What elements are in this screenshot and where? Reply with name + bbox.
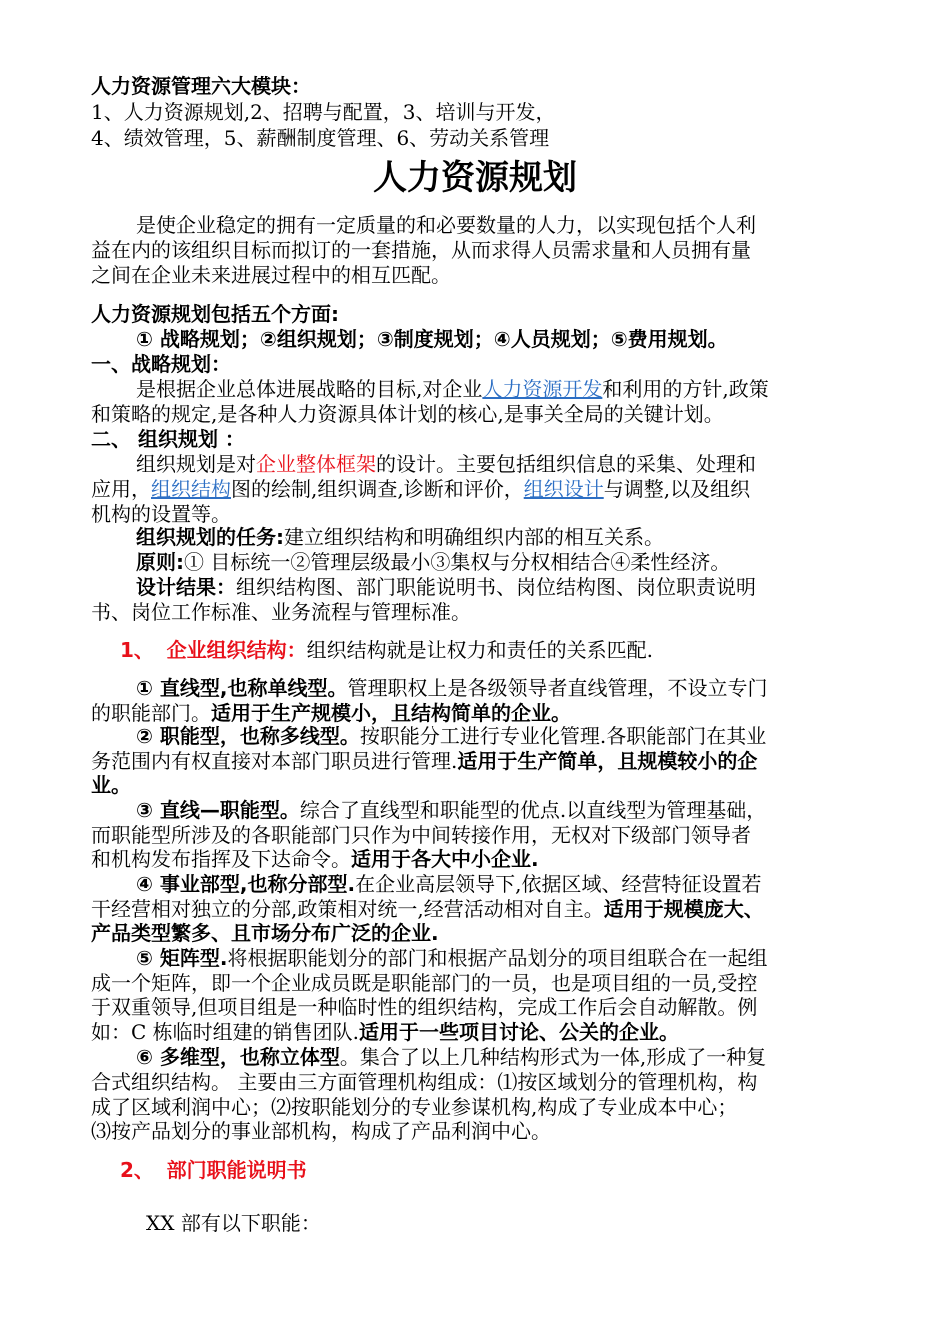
strategy-text-a: 是根据企业总体进展战略的目标,对企业	[136, 377, 483, 401]
dept-heading-number: 2、	[120, 1158, 154, 1182]
type2-text: 按职能分工进行专业化管理.各职能部门在其业	[359, 724, 767, 748]
hr-development-link[interactable]: 人力资源开发	[482, 377, 603, 401]
type4-label: ④ 事业部型,也称分部型.	[136, 872, 356, 896]
definition-line-3: 之间在企业未来进展过程中的相互匹配。	[91, 263, 451, 287]
dept-heading: 部门职能说明书	[166, 1158, 307, 1182]
type5-line-1	[136, 945, 768, 971]
type3-applicability: 适用于各大中小企业.	[351, 847, 539, 871]
type4-line-3: 产品类型繁多、且市场分布广泛的企业.	[91, 921, 439, 945]
org-structure-link[interactable]: 组织结构	[151, 477, 231, 501]
type2-applicability: 适用于生产简单，且规模较小的企	[457, 749, 758, 773]
type5-applicability: 适用于一些项目讨论、公关的企业。	[359, 1020, 680, 1044]
type2-line-1	[136, 723, 766, 749]
org-design-line-2: 书、岗位工作标准、业务流程与管理标准。	[91, 600, 471, 624]
type4-line-2	[91, 896, 764, 922]
org-principle-line	[136, 549, 730, 575]
structure-heading-line	[120, 637, 653, 663]
type2-label: ② 职能型，也称多线型。	[136, 724, 360, 748]
org-task-line	[136, 524, 664, 550]
org-principle-text: ① 目标统一②管理层级最小③集权与分权相结合④柔性经济。	[184, 550, 731, 574]
org-task-text: 建立组织结构和明确组织内部的相互关系。	[284, 525, 664, 549]
org-text-c: 应用，	[91, 477, 151, 501]
type6-line-1	[136, 1044, 766, 1070]
org-design-label: 设计结果：	[136, 575, 236, 599]
five-aspects-list: ① 战略规划；②组织规划；③制度规划；④人员规划；⑤费用规划。	[136, 327, 728, 351]
org-design-text: 组织结构图、部门职能说明书、岗位结构图、岗位职责说明	[236, 575, 756, 599]
structure-heading-number: 1、	[120, 638, 154, 662]
dept-heading-line	[120, 1157, 307, 1183]
type5-line-3: 于双重领导,但项目组是一种临时性的组织结构，完成工作后会自动解散。例	[91, 995, 758, 1019]
type4-text: 在企业高层领导下,依据区域、经营特征设置若	[355, 872, 762, 896]
type3-text: 综合了直线型和职能型的优点.以直线型为管理基础，	[299, 798, 767, 822]
org-line-3: 机构的设置等。	[91, 502, 231, 526]
enterprise-framework-highlight: 企业整体框架	[256, 452, 376, 476]
org-text-e: 与调整,以及组织	[603, 477, 751, 501]
type6-line-3: 成了区域利润中心；⑵按职能划分的专业参谋机构,构成了专业成本中心；	[91, 1095, 738, 1119]
strategy-text-b: 和利用的方针,政策	[602, 377, 769, 401]
dept-functions-line: XX 部有以下职能：	[146, 1211, 321, 1235]
org-text-b: 的设计。主要包括组织信息的采集、处理和	[376, 452, 756, 476]
type5-label: ⑤ 矩阵型.	[136, 946, 228, 970]
org-line-1	[136, 451, 756, 477]
org-planning-heading: 二、 组织规划 ：	[91, 427, 245, 451]
type5-text-b: 如：C 栋临时组建的销售团队.	[91, 1020, 360, 1044]
type3-line-3	[91, 846, 539, 872]
definition-line-1: 是使企业稳定的拥有一定质量的和必要数量的人力，以实现包括个人利	[136, 213, 756, 237]
type2-line-2	[91, 748, 757, 774]
strategy-line-2: 和策略的规定,是各种人力资源具体计划的核心,是事关全局的关键计划。	[91, 402, 724, 426]
type6-label: ⑥ 多维型，也称立体型	[136, 1045, 340, 1069]
org-line-2	[91, 476, 750, 502]
org-text-d: 图的绘制,组织调查,诊断和评价，	[231, 477, 524, 501]
type2-line-3: 业。	[91, 773, 131, 797]
type1-label: ① 直线型,也称单线型。	[136, 676, 348, 700]
type5-text: 将根据职能划分的部门和根据产品划分的项目组联合在一起组	[227, 946, 768, 970]
type3-label: ③ 直线—职能型。	[136, 798, 300, 822]
org-task-label: 组织规划的任务:	[136, 525, 284, 549]
type3-text-b: 和机构发布指挥及下达命令。	[91, 847, 351, 871]
modules-line-1: 1、人力资源规划,2、招聘与配置，3、培训与开发，	[91, 100, 556, 124]
type1-applicability: 适用于生产规模小，且结构简单的企业。	[211, 701, 571, 725]
page-title: 人力资源规划	[373, 158, 577, 198]
type5-line-4	[91, 1019, 679, 1045]
modules-heading: 人力资源管理六大模块：	[91, 74, 311, 98]
type6-line-4: ⑶按产品划分的事业部机构，构成了产品利润中心。	[91, 1119, 551, 1143]
type4-line-1	[136, 871, 761, 897]
five-aspects-heading: 人力资源规划包括五个方面:	[91, 302, 339, 326]
type3-line-1	[136, 797, 766, 823]
org-design-link[interactable]: 组织设计	[523, 477, 604, 501]
type1-text: 管理职权上是各级领导者直线管理，不设立专门	[347, 676, 768, 700]
definition-line-2: 益在内的该组织目标而拟订的一套措施，从而求得人员需求量和人员拥有量	[91, 238, 751, 262]
type2-text-b: 务范围内有权直接对本部门职员进行管理.	[91, 749, 458, 773]
type3-line-2: 而职能型所涉及的各职能部门只作为中间转接作用，无权对下级部门领导者	[91, 823, 751, 847]
type5-line-2: 成一个矩阵，即一个企业成员既是职能部门的一员，也是项目组的一员,受控	[91, 971, 758, 995]
type1-line-1	[136, 675, 768, 701]
modules-line-2: 4、绩效管理，5、薪酬制度管理、6、劳动关系管理	[91, 126, 550, 150]
strategy-line-1	[136, 376, 769, 402]
org-text-a: 组织规划是对	[136, 452, 256, 476]
strategy-heading: 一、战略规划：	[91, 352, 231, 376]
type4-applicability: 适用于规模庞大、	[603, 897, 764, 921]
type6-text: 。集合了以上几种结构形式为一体,形成了一种复	[339, 1045, 767, 1069]
org-principle-label: 原则:	[136, 550, 184, 574]
type4-text-b: 干经营相对独立的分部,政策相对统一,经营活动相对自主。	[91, 897, 604, 921]
structure-heading: 企业组织结构：	[166, 638, 307, 662]
type1-text-b: 的职能部门。	[91, 701, 211, 725]
org-design-line-1	[136, 574, 756, 600]
type6-line-2: 合式组织结构。 主要由三方面管理机构组成：⑴按区域划分的管理机构，构	[91, 1070, 758, 1094]
structure-heading-text: 组织结构就是让权力和责任的关系匹配.	[306, 638, 653, 662]
